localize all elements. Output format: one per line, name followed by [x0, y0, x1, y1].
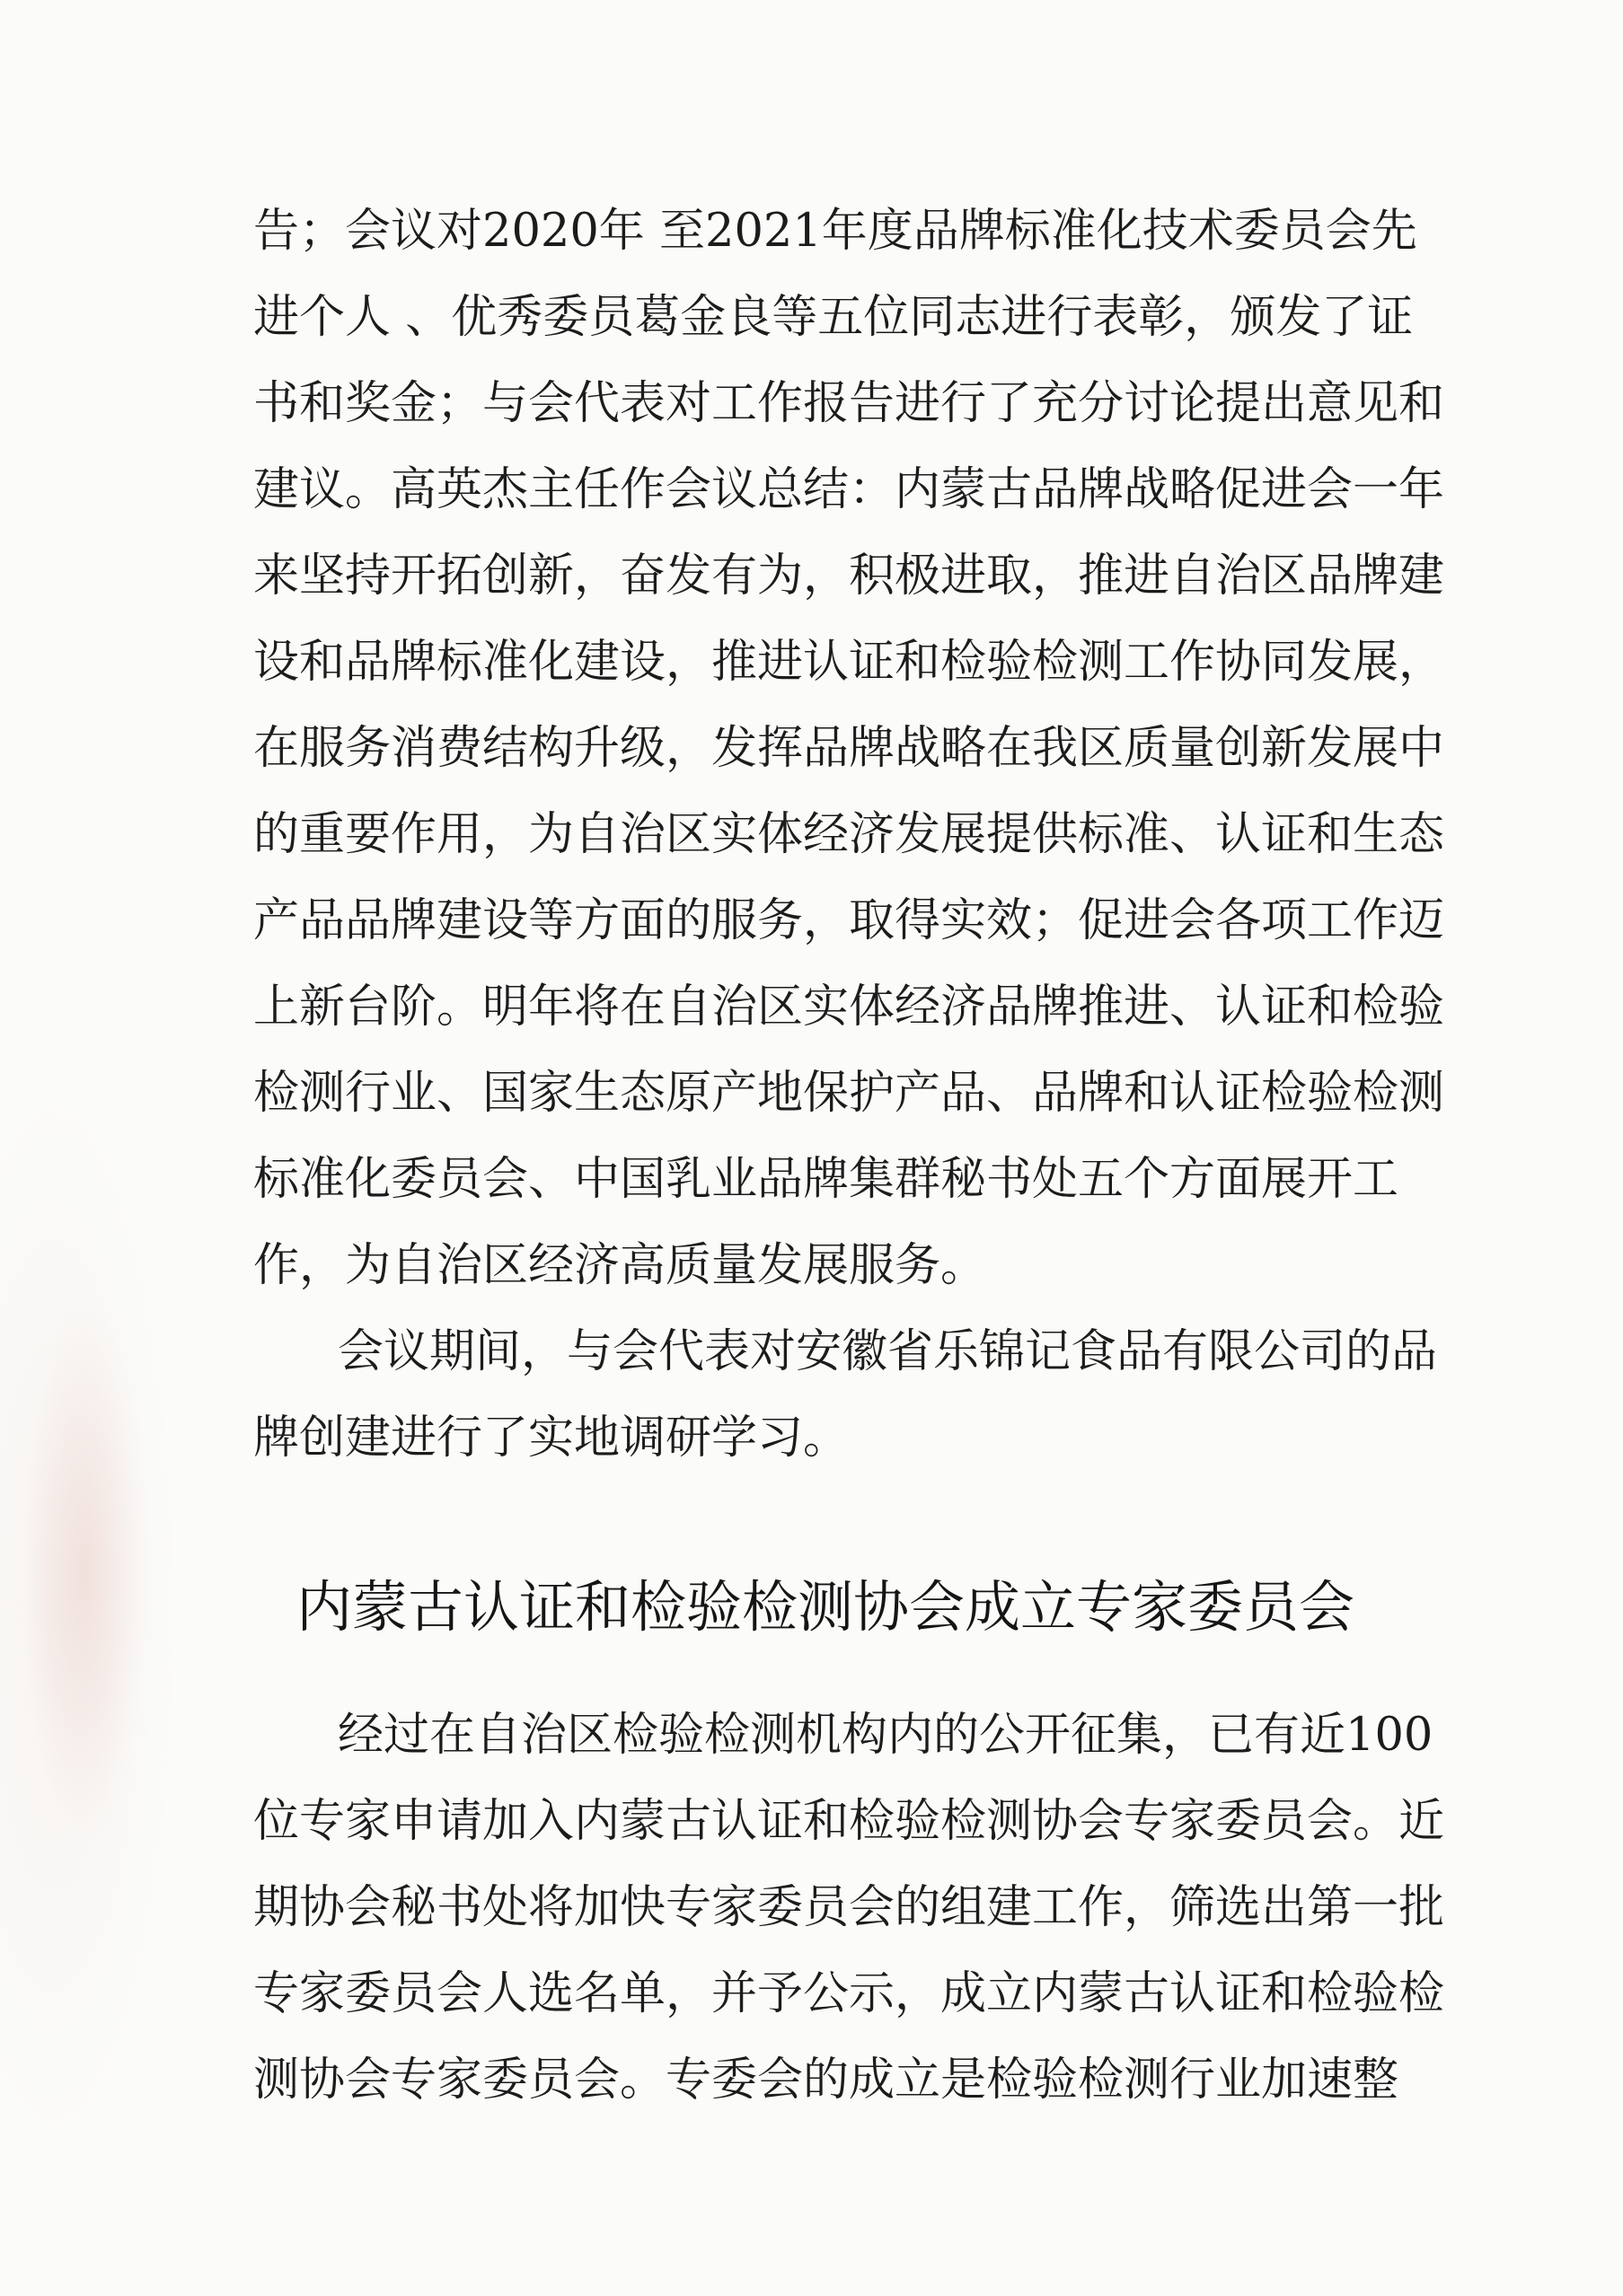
text-line: 测协会专家委员会。专委会的成立是检验检测行业加速整	[253, 2054, 1399, 2107]
text-line: 上新台阶。明年将在自治区实体经济品牌推进、认证和检验	[253, 981, 1445, 1034]
text-line: 经过在自治区检验检测机构内的公开征集，已有近100	[338, 1709, 1433, 1762]
text-line: 书和奖金；与会代表对工作报告进行了充分讨论提出意见和	[253, 377, 1445, 430]
text-line: 设和品牌标准化建设，推进认证和检验检测工作协同发展，	[253, 636, 1445, 689]
text-line: 位专家申请加入内蒙古认证和检验检测协会专家委员会。近	[253, 1795, 1445, 1848]
text-line: 进个人 、优秀委员葛金良等五位同志进行表彰，颁发了证	[253, 291, 1414, 344]
text-line: 建议。高英杰主任作会议总结：内蒙古品牌战略促进会一年	[253, 463, 1445, 516]
text-line: 的重要作用，为自治区实体经济发展提供标准、认证和生态	[253, 808, 1445, 861]
text-line: 告；会议对2020年 至2021年度品牌标准化技术委员会先	[253, 205, 1417, 258]
text-line: 牌创建进行了实地调研学习。	[253, 1412, 850, 1465]
text-line: 来坚持开拓创新，奋发有为，积极进取，推进自治区品牌建	[253, 550, 1445, 603]
text-line: 产品品牌建设等方面的服务，取得实效；促进会各项工作迈	[253, 894, 1445, 947]
text-line: 作，为自治区经济高质量发展服务。	[253, 1239, 987, 1292]
text-line: 标准化委员会、中国乳业品牌集群秘书处五个方面展开工	[253, 1153, 1399, 1206]
text-line: 会议期间，与会代表对安徽省乐锦记食品有限公司的品	[338, 1325, 1438, 1378]
text-line: 在服务消费结构升级，发挥品牌战略在我区质量创新发展中	[253, 722, 1445, 775]
text-line: 检测行业、国家生态原产地保护产品、品牌和认证检验检测	[253, 1067, 1445, 1120]
text-line: 期协会秘书处将加快专家委员会的组建工作，筛选出第一批	[253, 1881, 1445, 1934]
text-line: 专家委员会人选名单，并予公示，成立内蒙古认证和检验检	[253, 1967, 1445, 2020]
section-heading: 内蒙古认证和检验检测协会成立专家委员会	[296, 1574, 1355, 1640]
